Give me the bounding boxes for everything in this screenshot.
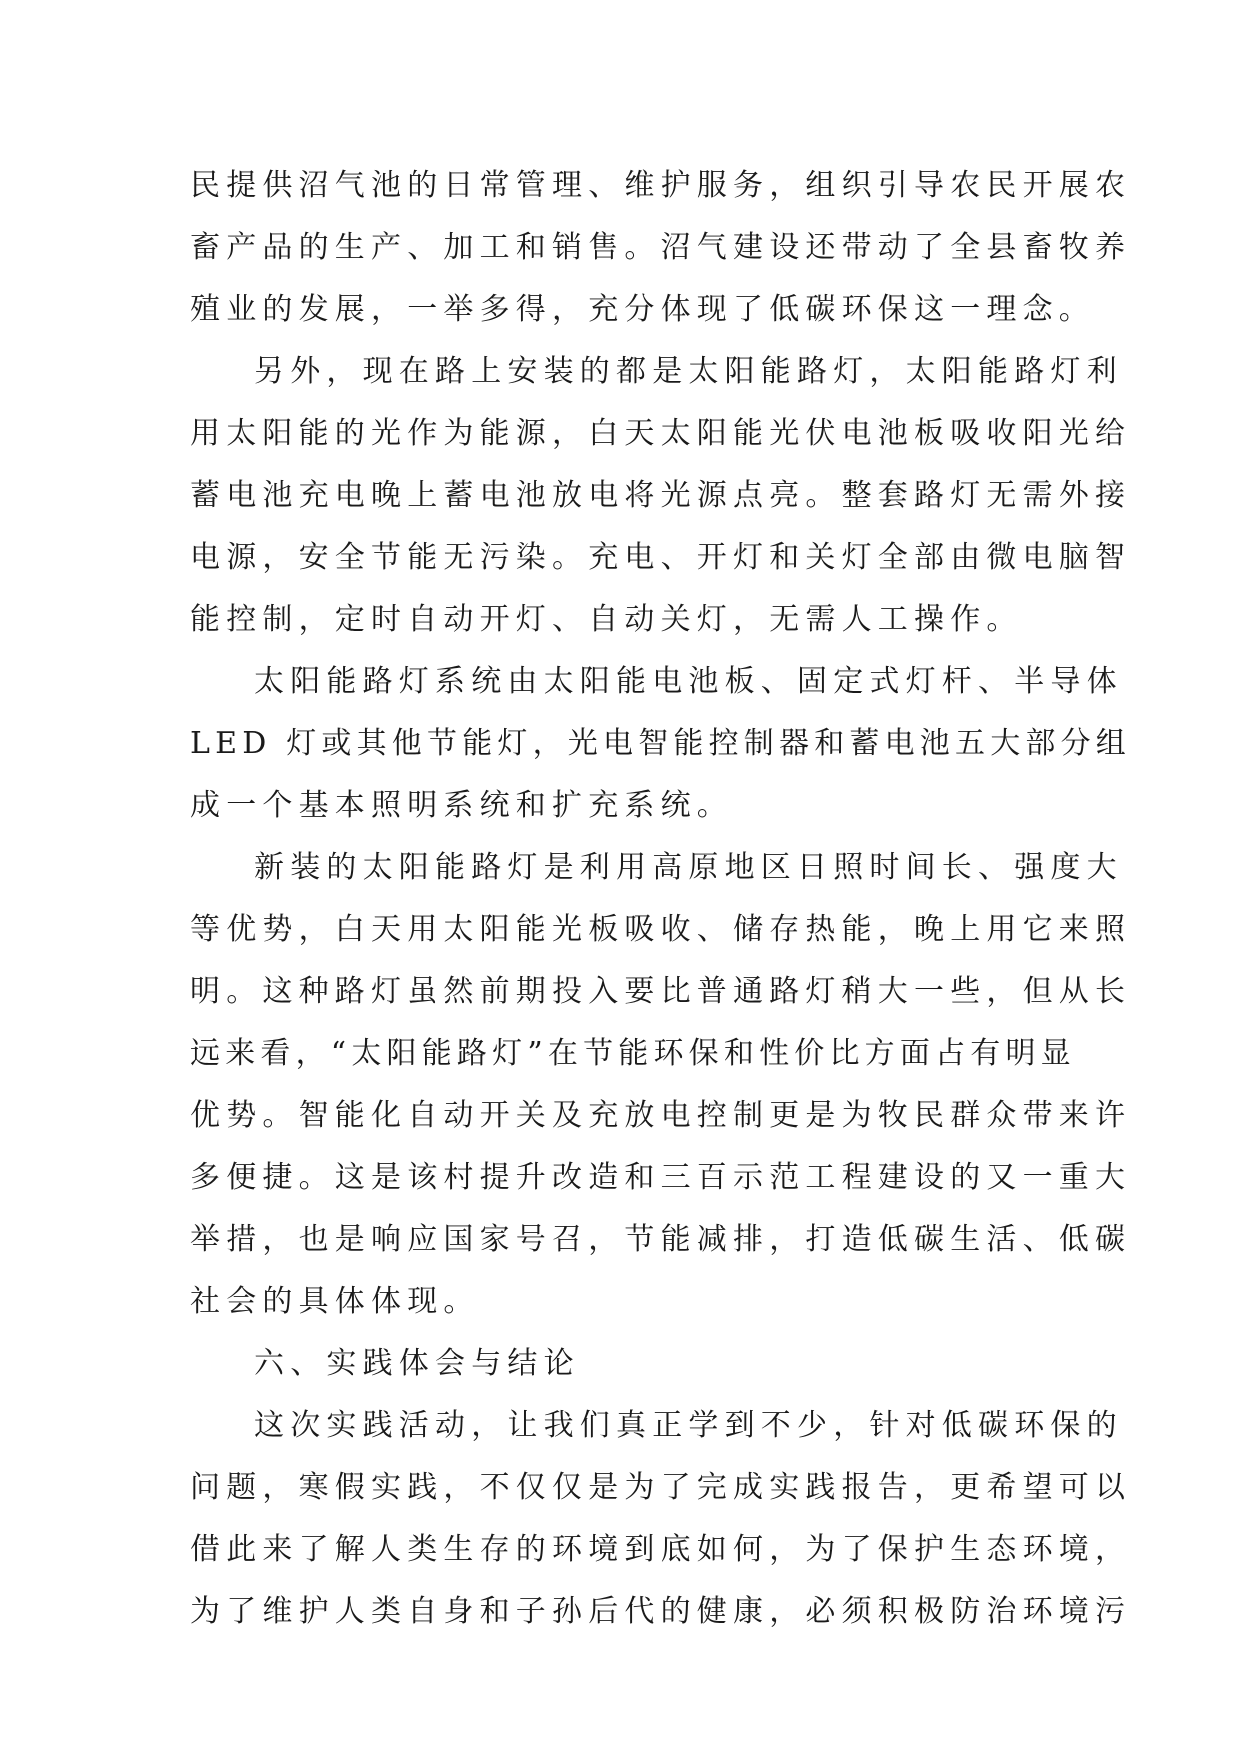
text-line: 社会的具体体现。	[190, 1284, 480, 1319]
text-line: 多便捷。这是该村提升改造和三百示范工程建设的又一重大	[190, 1160, 1132, 1195]
text-line: LED 灯或其他节能灯，光电智能控制器和蓄电池五大部分组	[190, 726, 1132, 761]
text-line: 问题，寒假实践，不仅仅是为了完成实践报告，更希望可以	[190, 1470, 1132, 1505]
text-line: 举措，也是响应国家号召，节能减排，打造低碳生活、低碳	[190, 1222, 1132, 1257]
text-line: 远来看，“太阳能路灯”在节能环保和性价比方面占有明显	[190, 1036, 1076, 1071]
text-line: 为了维护人类自身和子孙后代的健康，必须积极防治环境污	[190, 1594, 1132, 1629]
text-line: 蓄电池充电晚上蓄电池放电将光源点亮。整套路灯无需外接	[190, 478, 1132, 513]
text-line: 新装的太阳能路灯是利用高原地区日照时间长、强度大	[254, 850, 1123, 885]
section-heading: 六、实践体会与结论	[254, 1346, 580, 1381]
text-line: 用太阳能的光作为能源，白天太阳能光伏电池板吸收阳光给	[190, 416, 1132, 451]
text-line: 太阳能路灯系统由太阳能电池板、固定式灯杆、半导体	[254, 664, 1123, 699]
text-line: 借此来了解人类生存的环境到底如何，为了保护生态环境，	[190, 1532, 1132, 1567]
text-line: 殖业的发展，一举多得，充分体现了低碳环保这一理念。	[190, 292, 1095, 327]
text-line: 明。这种路灯虽然前期投入要比普通路灯稍大一些，但从长	[190, 974, 1132, 1009]
body-text	[190, 155, 1132, 1643]
text-line: 电源，安全节能无污染。充电、开灯和关灯全部由微电脑智	[190, 540, 1132, 575]
text-line: 能控制，定时自动开灯、自动关灯，无需人工操作。	[190, 602, 1023, 637]
text-line: 等优势，白天用太阳能光板吸收、储存热能，晚上用它来照	[190, 912, 1132, 947]
text-line: 这次实践活动，让我们真正学到不少，针对低碳环保的	[254, 1408, 1123, 1443]
text-line: 成一个基本照明系统和扩充系统。	[190, 788, 733, 823]
text-line: 民提供沼气池的日常管理、维护服务，组织引导农民开展农	[190, 168, 1132, 203]
text-line: 另外，现在路上安装的都是太阳能路灯，太阳能路灯利	[254, 354, 1123, 389]
text-line: 优势。智能化自动开关及充放电控制更是为牧民群众带来许	[190, 1098, 1132, 1133]
text-line: 畜产品的生产、加工和销售。沼气建设还带动了全县畜牧养	[190, 230, 1132, 265]
